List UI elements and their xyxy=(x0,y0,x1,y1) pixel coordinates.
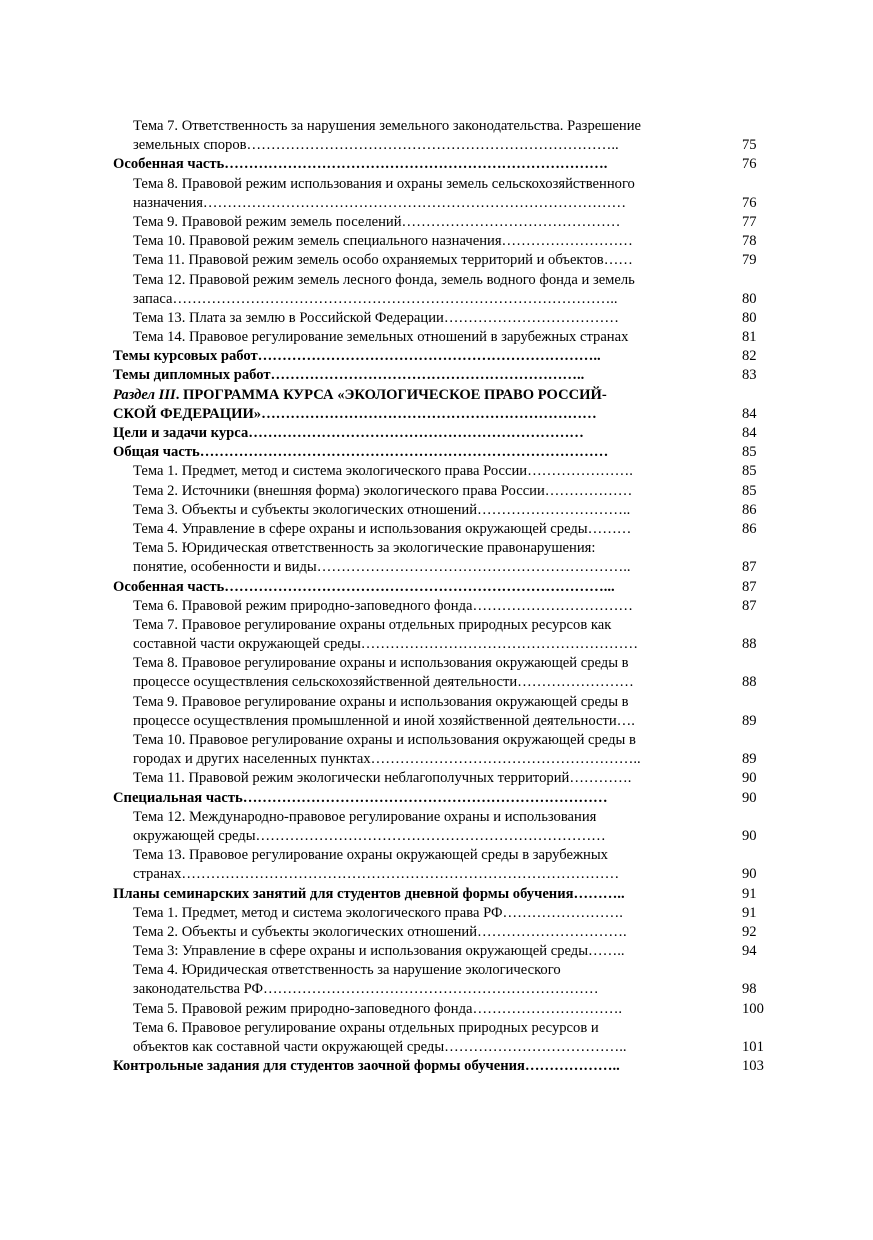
page-number: 90 xyxy=(742,770,757,787)
toc-entry-title: составной части окружающей среды………………………………………………… xyxy=(133,636,639,653)
page-number: 87 xyxy=(742,578,757,595)
toc-entry-title: процессе осуществления промышленной и иной хозяйственной деятельности…. xyxy=(133,712,635,729)
page-number: 90 xyxy=(742,866,757,883)
toc-entry-text xyxy=(133,213,620,232)
toc-entry-line xyxy=(0,366,873,385)
toc-entry-text xyxy=(133,693,629,712)
toc-entry-title: Тема 5. Юридическая ответственность за экологические правонарушения: xyxy=(133,540,596,557)
toc-entry-title: Тема 13. Правовое регулирование охраны окружающей среды в зарубежных xyxy=(133,847,608,864)
toc-entry-line xyxy=(0,597,873,616)
toc-entry-title: Темы курсовых работ…………………………………………………………….. xyxy=(113,348,601,365)
toc-entry-line xyxy=(0,271,873,290)
toc-entry-title: Тема 8. Правовое регулирование охраны и использования окружающей среды в xyxy=(133,655,629,672)
page-number: 87 xyxy=(742,597,757,614)
toc-entry-line xyxy=(0,731,873,750)
toc-entry-title: Тема 12. Международно-правовое регулирование охраны и использования xyxy=(133,808,597,825)
toc-entry-line xyxy=(0,942,873,961)
toc-entry-line xyxy=(0,443,873,462)
page-number: 100 xyxy=(742,1000,764,1017)
toc-entry-title: Темы дипломных работ……………………………………………………….. xyxy=(113,367,585,384)
page-number: 84 xyxy=(742,425,757,441)
toc-entry-line xyxy=(0,405,873,424)
toc-entry-title: Тема 10. Правовой режим земель специального назначения……………………… xyxy=(133,233,633,250)
page-number: 84 xyxy=(742,405,757,422)
toc-entry-title: Тема 6. Правовой режим природно-заповедного фонда…………………………… xyxy=(133,597,634,614)
toc-entry-text xyxy=(133,673,634,692)
toc-entry-title: Специальная часть………………………………………………………………… xyxy=(113,789,608,806)
page-number: 90 xyxy=(742,789,757,806)
toc-entry-text xyxy=(133,175,635,194)
toc-entry-line xyxy=(0,750,873,769)
toc-entry-title: Тема 2. Источники (внешняя форма) экологического права России……………… xyxy=(133,482,633,499)
toc-entry-line xyxy=(0,693,873,712)
page-number: 89 xyxy=(742,751,757,768)
toc-entry-line xyxy=(0,251,873,270)
toc-entry-line xyxy=(0,673,873,692)
toc-entry-text xyxy=(133,194,626,213)
page-number: 76 xyxy=(742,194,757,211)
toc-entry-title: запаса……………………………………………………………………………….. xyxy=(133,290,618,307)
page-number: 77 xyxy=(742,213,757,230)
page-number: 87 xyxy=(742,559,757,576)
page-number: 80 xyxy=(742,309,757,326)
page-number: 91 xyxy=(742,904,757,921)
toc-entry-line xyxy=(0,328,873,347)
toc-entry-title: Тема 4. Юридическая ответственность за нарушение экологического xyxy=(133,962,561,979)
toc-entry-line xyxy=(0,558,873,577)
page-number: 98 xyxy=(742,981,757,998)
toc-entry-line xyxy=(0,712,873,731)
toc-entry-text xyxy=(133,520,631,539)
toc-entry-title: Тема 9. Правовое регулирование охраны и использования окружающей среды в xyxy=(133,693,629,710)
toc-entry-title: земельных споров………………………………………………………………….. xyxy=(133,137,619,154)
toc-entry-line xyxy=(0,1057,873,1076)
toc-entry-title: городах и других населенных пунктах……………………………………………….. xyxy=(133,751,641,768)
toc-entry-title: Тема 7. Правовое регулирование охраны отдельных природных ресурсов как xyxy=(133,616,612,633)
toc-entry-text xyxy=(133,462,633,481)
toc-entry-line xyxy=(0,846,873,865)
toc-entry-line xyxy=(0,232,873,251)
toc-entry-title: Тема 6. Правовое регулирование охраны отдельных природных ресурсов и xyxy=(133,1019,599,1036)
toc-entry-line xyxy=(0,885,873,904)
toc-entry-line xyxy=(0,827,873,846)
toc-entry-line xyxy=(0,213,873,232)
page-number: 89 xyxy=(742,712,757,729)
toc-entry-text xyxy=(113,885,625,904)
page-number: 101 xyxy=(742,1039,764,1055)
toc-entry-text xyxy=(133,117,641,136)
toc-entry-title: понятие, особенности и виды……………………………………………………….. xyxy=(133,559,631,576)
toc-entry-line xyxy=(0,980,873,999)
toc-entry-text xyxy=(133,635,638,654)
toc-entry-text xyxy=(133,1019,599,1038)
toc-entry-title: странах……………………………………………………………………………… xyxy=(133,866,620,883)
toc-entry-title: Тема 12. Правовой режим земель лесного фонда, земель водного фонда и земель xyxy=(133,271,635,288)
toc-entry-text xyxy=(133,328,628,347)
toc-entry-text xyxy=(133,827,606,846)
toc-entry-text xyxy=(133,808,596,827)
toc-entry-text xyxy=(133,923,627,942)
toc-entry-text xyxy=(113,1057,620,1076)
toc-entry-title: СКОЙ ФЕДЕРАЦИИ»…………………………………………………………… xyxy=(113,405,597,422)
toc-entry-title: Тема 1. Предмет, метод и система экологического права РФ……………………. xyxy=(133,904,623,921)
toc-entry-title: Особенная часть……………………………………………………………………... xyxy=(113,578,615,595)
toc-entry-text xyxy=(133,769,631,788)
toc-entry-line xyxy=(0,424,873,443)
toc-entry-text xyxy=(133,980,599,999)
toc-entry-line xyxy=(0,347,873,366)
toc-entry-line xyxy=(0,136,873,155)
page-number: 85 xyxy=(742,463,757,480)
toc-entry-text xyxy=(133,846,608,865)
toc-entry-line xyxy=(0,865,873,884)
page-number: 88 xyxy=(742,636,757,653)
toc-entry-title: Особенная часть……………………………………………………………………. xyxy=(113,156,608,173)
page-number: 80 xyxy=(742,290,757,307)
toc-entry-title: Тема 2. Объекты и субъекты экологических отношений…………………………. xyxy=(133,923,627,940)
toc-entry-text xyxy=(113,443,608,462)
toc-entry-line xyxy=(0,1000,873,1019)
toc-entry-line xyxy=(0,769,873,788)
toc-entry-title: назначения…………………………………………………………………………… xyxy=(133,194,627,211)
toc-entry-line xyxy=(0,789,873,808)
toc-entry-title: Тема 3: Управление в сфере охраны и использования окружающей среды…….. xyxy=(133,943,625,960)
page-number: 86 xyxy=(742,501,757,518)
toc-entry-title: процессе осуществления сельскохозяйственной деятельности…………………… xyxy=(133,674,634,691)
toc-entry-text xyxy=(113,386,607,405)
toc-entry-line xyxy=(0,175,873,194)
toc-entry-text xyxy=(133,616,611,635)
toc-entry-text xyxy=(133,271,635,290)
toc-entry-text xyxy=(113,578,615,597)
toc-entry-title: . ПРОГРАММА КУРСА «ЭКОЛОГИЧЕСКОЕ ПРАВО РОССИЙ- xyxy=(175,386,607,403)
toc-entry-title: Тема 1. Предмет, метод и система экологического права России…………………. xyxy=(133,463,633,480)
page-number: 78 xyxy=(742,233,757,250)
toc-entry-text xyxy=(133,558,631,577)
toc-entry-title: Контрольные задания для студентов заочной формы обучения……………….. xyxy=(113,1058,620,1075)
page-number: 85 xyxy=(742,482,757,499)
toc-entry-title: Тема 8. Правовой режим использования и охраны земель сельскохозяйственного xyxy=(133,175,635,192)
toc-entry-line xyxy=(0,155,873,174)
toc-entry-title: Тема 5. Правовой режим природно-заповедного фонда…………………………. xyxy=(133,1000,623,1017)
page-number: 91 xyxy=(742,885,757,902)
toc-entry-line xyxy=(0,904,873,923)
toc-entry-text xyxy=(113,789,608,808)
page-number: 83 xyxy=(742,367,757,384)
page-number: 81 xyxy=(742,329,757,346)
toc-entry-text xyxy=(133,232,633,251)
toc-entry-line xyxy=(0,1038,873,1057)
toc-entry-text xyxy=(133,309,619,328)
toc-entry-line xyxy=(0,923,873,942)
toc-entry-text xyxy=(133,136,619,155)
toc-entry-line xyxy=(0,635,873,654)
toc-entry-title: объектов как составной части окружающей среды……………………………….. xyxy=(133,1039,627,1055)
page-number: 103 xyxy=(742,1058,764,1075)
toc-entry-title: Тема 9. Правовой режим земель поселений……………………………………… xyxy=(133,213,621,230)
toc-entry-text xyxy=(133,731,636,750)
toc-entry-title: Тема 11. Правовой режим экологически неблагополучных территорий…………. xyxy=(133,770,632,787)
toc-entry-title: Тема 4. Управление в сфере охраны и использования окружающей среды……… xyxy=(133,520,632,537)
page-number: 75 xyxy=(742,137,757,154)
toc-entry-line xyxy=(0,290,873,309)
toc-entry-title: Цели и задачи курса…………………………………………………………… xyxy=(113,425,584,441)
toc-entry-line xyxy=(0,520,873,539)
toc-entry-text xyxy=(133,712,635,731)
toc-entry-line xyxy=(0,1019,873,1038)
toc-entry-line xyxy=(0,501,873,520)
page-number: 85 xyxy=(742,444,757,461)
toc-entry-text xyxy=(133,1038,627,1057)
page-number: 86 xyxy=(742,520,757,537)
toc-entry-line xyxy=(0,194,873,213)
toc-entry-line xyxy=(0,654,873,673)
toc-entry-text xyxy=(133,654,629,673)
toc-entry-text xyxy=(133,501,630,520)
page-number: 92 xyxy=(742,923,757,940)
toc-entry-text xyxy=(113,405,597,424)
toc-entry-text xyxy=(133,539,595,558)
toc-entry-text xyxy=(133,482,632,501)
toc-entry-text xyxy=(133,942,625,961)
toc-entry-title: Тема 14. Правовое регулирование земельных отношений в зарубежных странах xyxy=(133,329,629,346)
toc-entry-line xyxy=(0,117,873,136)
toc-entry-line xyxy=(0,386,873,405)
toc-entry-text xyxy=(133,597,633,616)
toc-entry-text xyxy=(113,155,607,174)
toc-entry-line xyxy=(0,616,873,635)
toc-entry-text xyxy=(133,865,619,884)
toc-entry-text xyxy=(133,251,633,270)
toc-entry-title: Тема 10. Правовое регулирование охраны и использования окружающей среды в xyxy=(133,732,636,748)
toc-entry-text xyxy=(113,347,601,366)
toc-entry-line xyxy=(0,309,873,328)
toc-entry-title: Планы семинарских занятий для студентов дневной формы обучения……….. xyxy=(113,885,625,902)
toc-entry-text xyxy=(133,961,561,980)
toc-entry-text xyxy=(133,750,641,769)
toc-entry-line xyxy=(0,462,873,481)
table-of-contents xyxy=(0,117,873,1076)
toc-entry-line xyxy=(0,482,873,501)
page-number: 88 xyxy=(742,674,757,691)
toc-entry-line xyxy=(0,961,873,980)
toc-entry-title: окружающей среды……………………………………………………………… xyxy=(133,827,606,844)
toc-entry-text xyxy=(133,904,623,923)
toc-entry-title: законодательства РФ…………………………………………………………… xyxy=(133,981,599,998)
page-number: 76 xyxy=(742,156,757,173)
page-number: 82 xyxy=(742,348,757,365)
page-number: 90 xyxy=(742,827,757,844)
section-label: Раздел III xyxy=(113,386,176,403)
toc-entry-text xyxy=(133,290,618,309)
toc-entry-text xyxy=(133,1000,622,1019)
toc-entry-line xyxy=(0,808,873,827)
toc-entry-title: Тема 7. Ответственность за нарушения земельного законодательства. Разрешение xyxy=(133,118,642,134)
toc-entry-text xyxy=(113,366,584,385)
toc-entry-line xyxy=(0,539,873,558)
toc-entry-title: Общая часть………………………………………………………………………… xyxy=(113,444,609,461)
page-number: 79 xyxy=(742,252,757,269)
toc-entry-title: Тема 11. Правовой режим земель особо охраняемых территорий и объектов…… xyxy=(133,252,633,269)
toc-entry-line xyxy=(0,578,873,597)
page-number: 94 xyxy=(742,943,757,960)
toc-entry-text xyxy=(113,424,584,443)
toc-entry-title: Тема 3. Объекты и субъекты экологических отношений………………………….. xyxy=(133,501,631,518)
toc-entry-title: Тема 13. Плата за землю в Российской Федерации……………………………… xyxy=(133,309,619,326)
